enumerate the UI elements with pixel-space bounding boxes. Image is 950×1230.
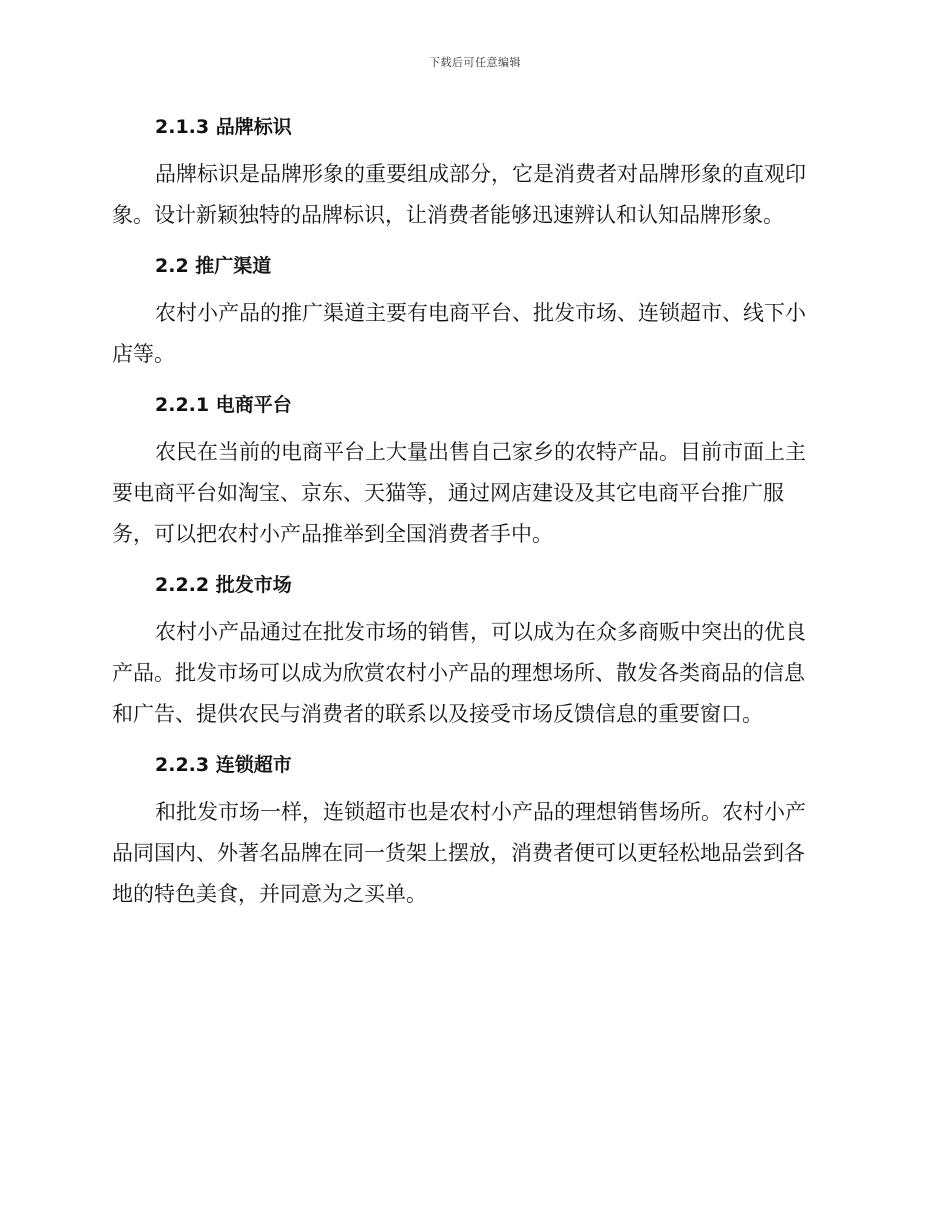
paragraph-line: 和广告、提供农民与消费者的联系以及接受市场反馈信息的重要窗口。 <box>112 702 763 726</box>
paragraph-line: 农村小产品的推广渠道主要有电商平台、批发市场、连锁超市、线下小 <box>155 301 806 325</box>
section-heading-brand-logo: 2.1.3 品牌标识 <box>155 116 292 138</box>
section-paragraph-ecommerce <box>112 432 830 555</box>
paragraph-line: 产品。批发市场可以成为欣赏农村小产品的理想场所、散发各类商品的信息 <box>112 661 805 685</box>
paragraph-line: 象。设计新颖独特的品牌标识，让消费者能够迅速辨认和认知品牌形象。 <box>112 203 784 227</box>
paragraph-line: 要电商平台如淘宝、京东、天猫等，通过网店建设及其它电商平台推广服 <box>112 481 784 505</box>
paragraph-line: 品同国内、外著名品牌在同一货架上摆放，消费者便可以更轻松地品尝到各 <box>112 841 805 865</box>
paragraph-line: 地的特色美食，并同意为之买单。 <box>112 882 427 906</box>
section-paragraph-chain-supermarket <box>112 792 830 915</box>
section-heading-ecommerce: 2.2.1 电商平台 <box>155 394 292 416</box>
paragraph-line: 店等。 <box>112 342 175 366</box>
paragraph-line: 农民在当前的电商平台上大量出售自己家乡的农特产品。目前市面上主 <box>155 440 806 464</box>
section-heading-wholesale-market: 2.2.2 批发市场 <box>155 574 292 596</box>
paragraph-line: 品牌标识是品牌形象的重要组成部分，它是消费者对品牌形象的直观印 <box>155 162 806 186</box>
section-heading-promotion-channels: 2.2 推广渠道 <box>155 255 272 277</box>
paragraph-line: 务，可以把农村小产品推举到全国消费者手中。 <box>112 522 553 546</box>
page-header: 下载后可任意编辑 <box>429 56 521 69</box>
section-paragraph-brand-logo <box>112 154 830 236</box>
paragraph-line: 农村小产品通过在批发市场的销售，可以成为在众多商贩中突出的优良 <box>155 620 806 644</box>
paragraph-line: 和批发市场一样，连锁超市也是农村小产品的理想销售场所。农村小产 <box>155 800 806 824</box>
section-paragraph-wholesale-market <box>112 612 830 735</box>
section-heading-chain-supermarket: 2.2.3 连锁超市 <box>155 754 292 776</box>
document-body <box>112 108 830 926</box>
section-paragraph-promotion-channels <box>112 293 830 375</box>
